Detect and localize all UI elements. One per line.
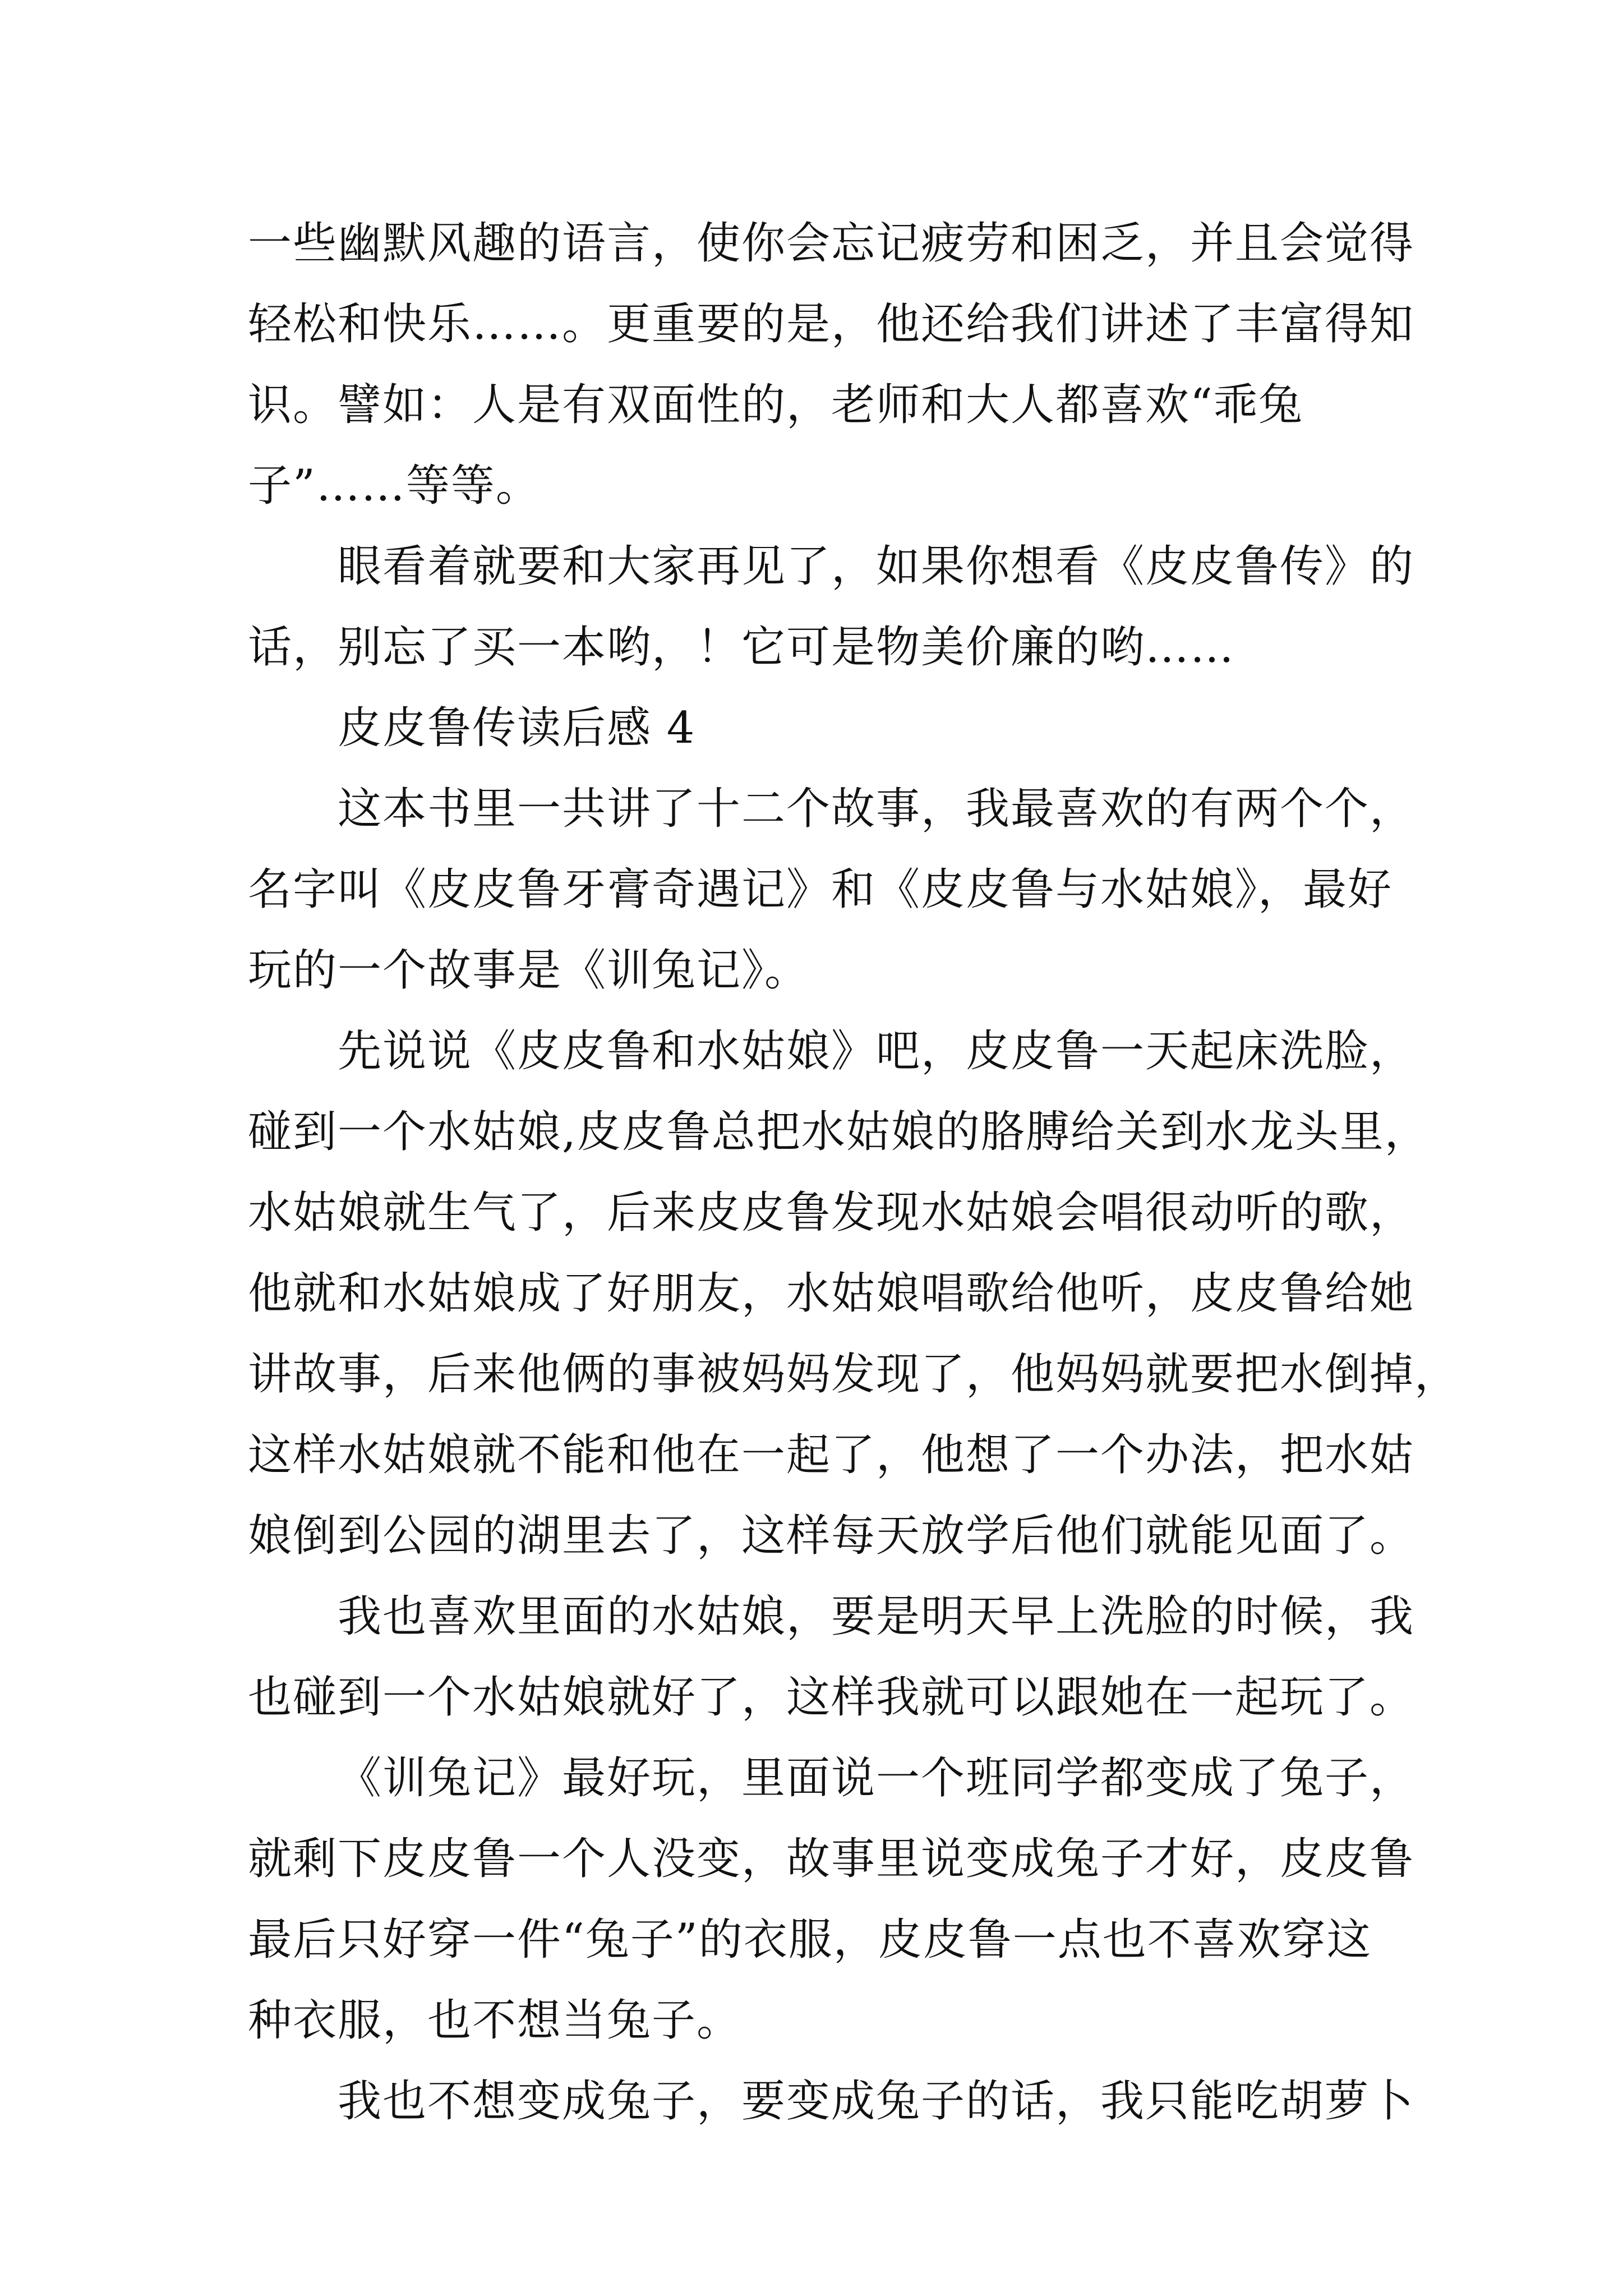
text-line: 这本书里一共讲了十二个故事，我最喜欢的有两个个， <box>338 784 1415 834</box>
section-heading: 皮皮鲁传读后感 4 <box>338 703 696 753</box>
text-line: 话，别忘了买一本哟，！它可是物美价廉的哟…… <box>248 622 1235 673</box>
text-line: 就剩下皮皮鲁一个人没变，故事里说变成兔子才好，皮皮鲁 <box>248 1834 1415 1884</box>
text-line: 名字叫《皮皮鲁牙膏奇遇记》和《皮皮鲁与水姑娘》，最好 <box>248 864 1393 915</box>
text-line: 我也不想变成兔子，要变成兔子的话，我只能吃胡萝卜 <box>338 2076 1415 2127</box>
text-line: 子”……等等。 <box>248 461 541 511</box>
text-line: 我也喜欢里面的水姑娘，要是明天早上洗脸的时候，我 <box>338 1591 1415 1642</box>
text-line: 种衣服，也不想当兔子。 <box>248 1995 742 2046</box>
document-body <box>248 203 1460 2142</box>
text-line: 也碰到一个水姑娘就好了，这样我就可以跟她在一起玩了。 <box>248 1672 1415 1723</box>
text-line: 讲故事，后来他俩的事被妈妈发现了，他妈妈就要把水倒掉， <box>248 1349 1460 1400</box>
text-line: 眼看着就要和大家再见了，如果你想看《皮皮鲁传》的 <box>338 541 1415 592</box>
text-line: 轻松和快乐……。更重要的是，他还给我们讲述了丰富得知 <box>248 299 1415 349</box>
text-line: 《训兔记》最好玩，里面说一个班同学都变成了兔子， <box>338 1753 1415 1803</box>
text-line: 他就和水姑娘成了好朋友，水姑娘唱歌给他听，皮皮鲁给她 <box>248 1268 1415 1319</box>
text-line: 碰到一个水姑娘,皮皮鲁总把水姑娘的胳膊给关到水龙头里， <box>248 1107 1430 1157</box>
text-line: 娘倒到公园的湖里去了，这样每天放学后他们就能见面了。 <box>248 1511 1415 1561</box>
text-line: 先说说《皮皮鲁和水姑娘》吧，皮皮鲁一天起床洗脸， <box>338 1026 1415 1076</box>
text-line: 最后只好穿一件“兔子”的衣服，皮皮鲁一点也不喜欢穿这 <box>248 1915 1372 1965</box>
text-line: 识。譬如：人是有双面性的，老师和大人都喜欢“乖兔 <box>248 380 1303 430</box>
text-line: 一些幽默风趣的语言，使你会忘记疲劳和困乏，并且会觉得 <box>248 218 1415 269</box>
text-line: 玩的一个故事是《训兔记》。 <box>248 945 810 996</box>
text-line: 这样水姑娘就不能和他在一起了，他想了一个办法，把水姑 <box>248 1430 1415 1480</box>
text-line: 水姑娘就生气了，后来皮皮鲁发现水姑娘会唱很动听的歌， <box>248 1188 1415 1238</box>
